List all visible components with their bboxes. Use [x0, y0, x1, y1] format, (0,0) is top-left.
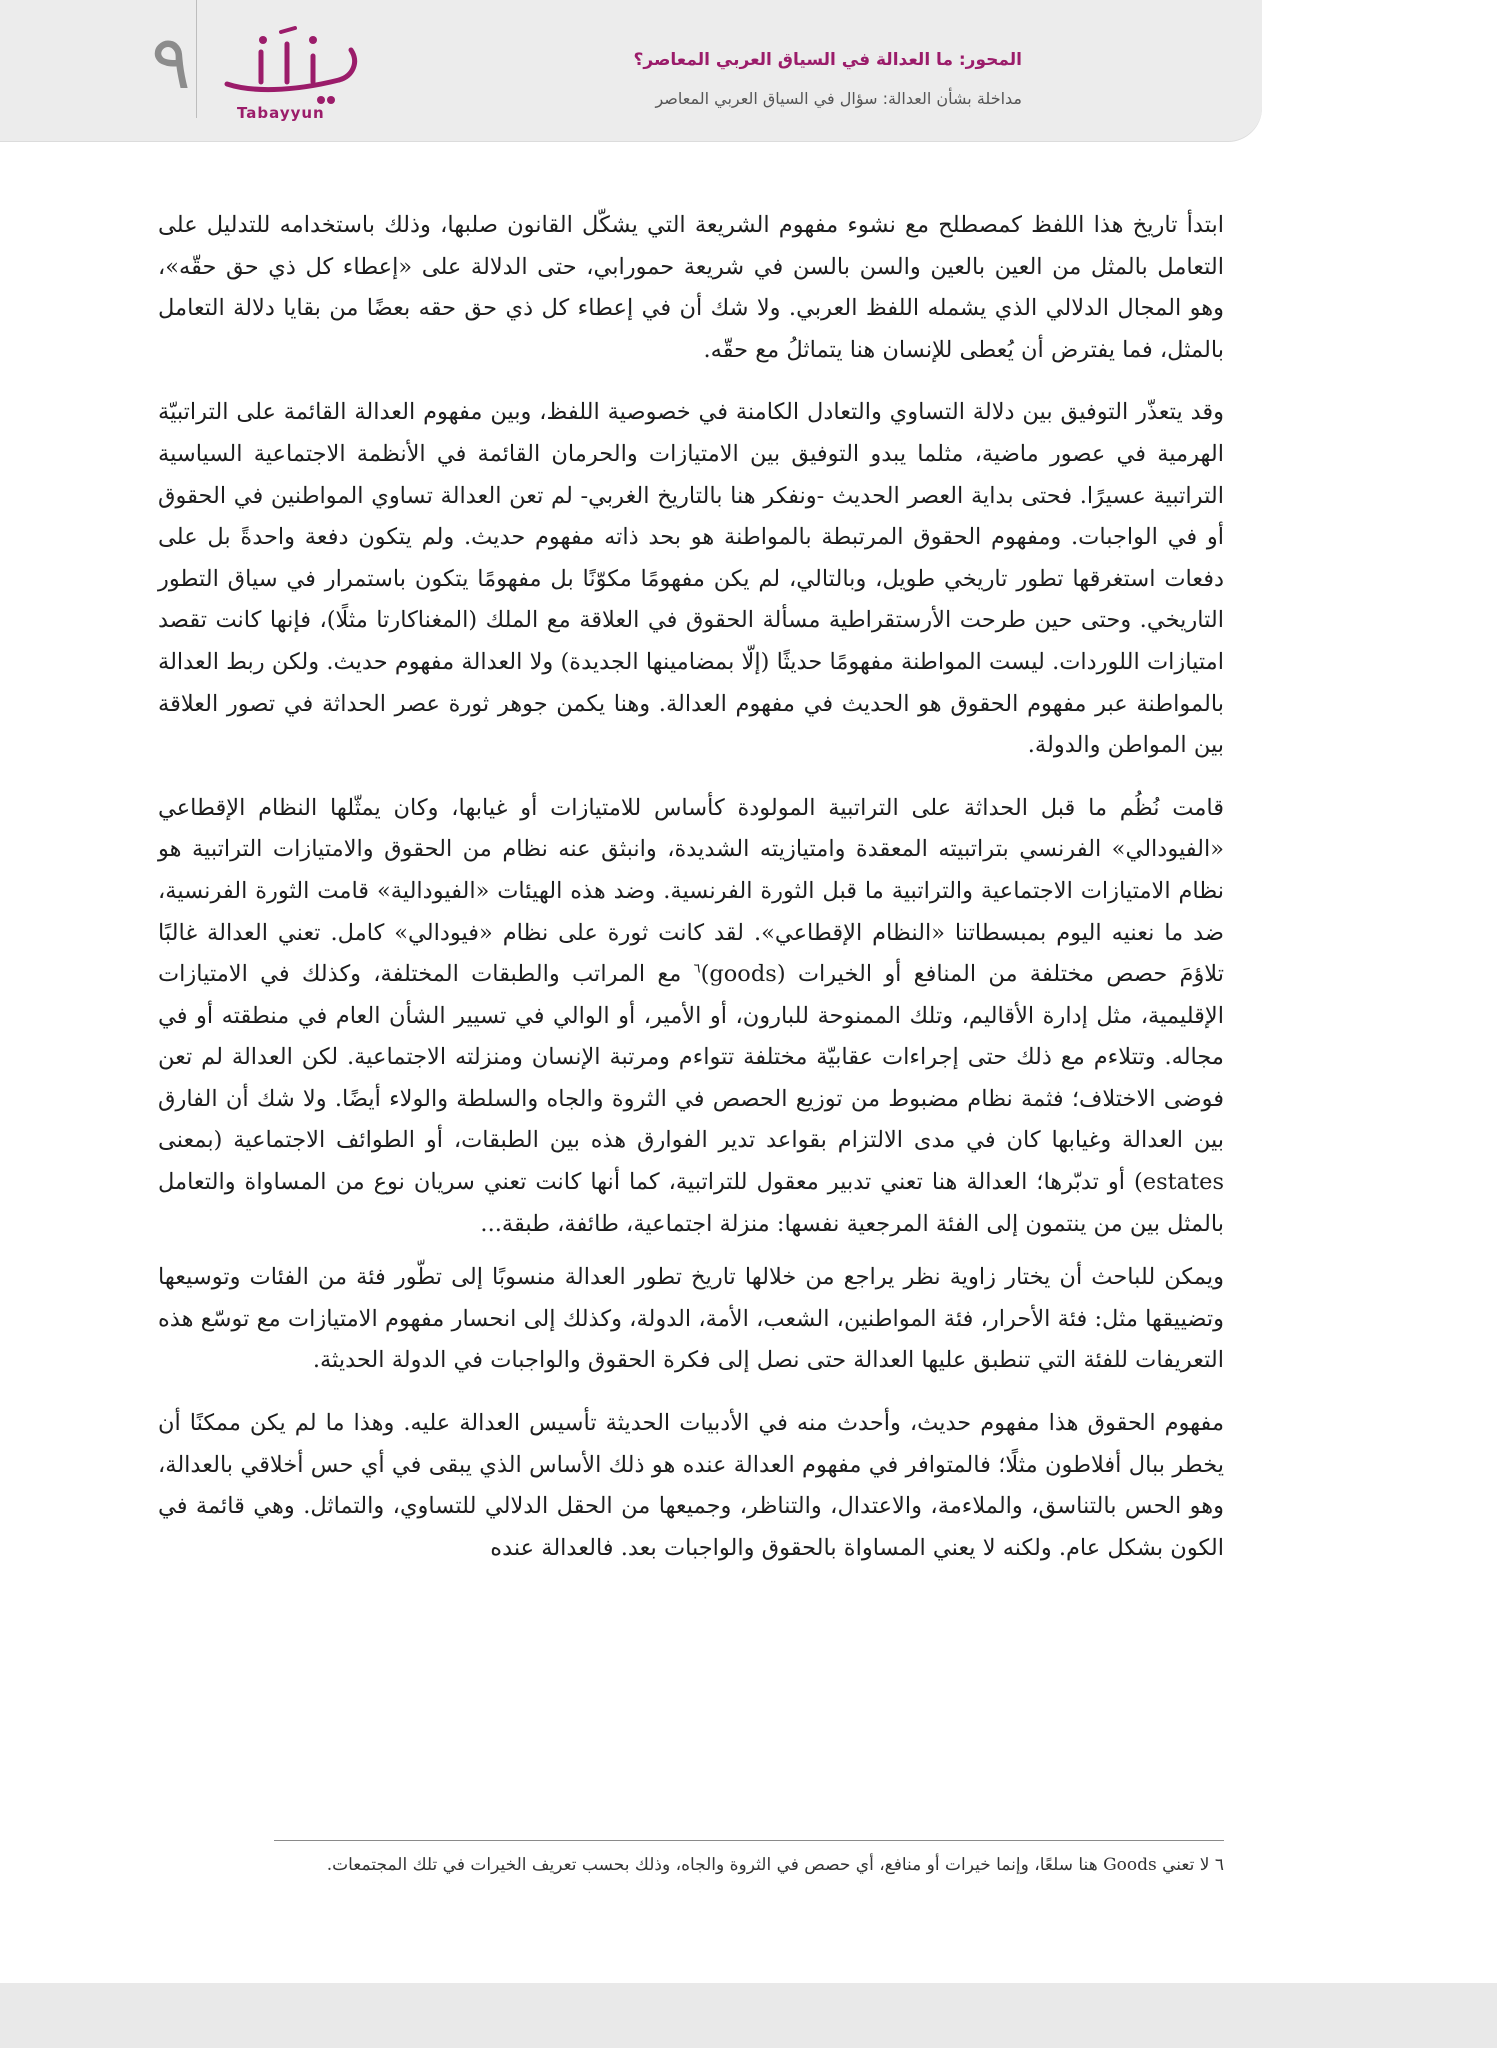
footnote: ٦ لا تعني Goods هنا سلعًا، وإنما خيرات أو منافع، أي حصص في الثروة والجاه، وذلك بحسب تعريف الخيرات في تلك المجتمعات. — [326, 1855, 1224, 1875]
axis-title: المحور: ما العدالة في السياق العربي المعاصر؟ — [633, 50, 1022, 70]
paragraph-1: ابتدأ تاريخ هذا اللفظ كمصطلح مع نشوء مفهوم الشريعة التي يشكّل القانون صلبها، وذلك باستخدامه للتدليل على التعامل بالمثل من العين بالعين والسن بالسن في شريعة حمورابي، حتى الدلالة على «إعطاء كل ذي حق حقّه»، وهو المجال الدلالي الذي يشمله اللفظ العربي. ولا شك أن في إعطاء كل ذي حق حقه بعضًا من بقايا دلالة التعامل بالمثل، فما يفترض أن يُعطى للإنسان هنا يتماثلُ مع حقّه. — [158, 212, 1224, 363]
paragraph-4: ويمكن للباحث أن يختار زاوية نظر يراجع من خلالها تاريخ تطور العدالة منسوبًا إلى تطّور فئة من الفئات وتوسيعها وتضييقها مثل: فئة الأحرار، فئة المواطنين، الشعب، الأمة، الدولة، وكذلك إلى انحسار مفهوم الامتيازات مع توسّع هذه التعريفات للفئة التي تنطبق عليها العدالة حتى نصل إلى فكرة الحقوق والواجبات في الدولة الحديثة. — [158, 1264, 1224, 1374]
paragraph-3 — [158, 788, 1224, 1246]
footnote-divider — [274, 1840, 1224, 1841]
page-footer-band — [0, 1983, 1497, 2048]
paragraph-3-part-2: مع المراتب والطبقات المختلفة، وكذلك في الامتيازات الإقليمية، مثل إدارة الأقاليم، وتلك الممنوحة للبارون، أو الأمير، أو الوالي في تسيير الشأن العام في منطقته أو في مجاله. وتتلاءم مع ذلك حتى إجراءات عقابيّة مختلفة تتواءم ومرتبة الإنسان ومنزلته الاجتماعية. لكن العدالة لم تعن فوضى الاختلاف؛ فثمة نظام مضبوط من توزيع الحصص في الثروة والجاه والسلطة والولاء أيضًا. ولا شك أن الفارق بين العدالة وغيابها كان في مدى الالتزام بقواعد تدير الفوارق هذه بين الطبقات، أو الطوائف الاجتماعية (بمعنى estates) أو تدبّرها؛ العدالة هنا تعني تدبير معقول للتراتبية، كما أنها كانت تعني سريان نوع من المساواة والتعامل بالمثل بين من ينتمون إلى الفئة المرجعية نفسها: منزلة اجتماعية، طائفة، طبقة... — [158, 961, 1224, 1237]
article-body — [158, 205, 1224, 1590]
page-header — [0, 0, 1262, 141]
paragraph-5: مفهوم الحقوق هذا مفهوم حديث، وأحدث منه في الأدبيات الحديثة تأسيس العدالة عليه. وهذا ما لم يكن ممكنًا أن يخطر ببال أفلاطون مثلًا؛ فالمتوافر في مفهوم العدالة عنده هو ذلك الأساس الذي يبقى في أي حس أخلاقي بالعدالة، وهو الحس بالتناسق، والملاءمة، والاعتدال، والتناظر، وجميعها من الحقل الدلالي للتساوي، والتماثل. وهي قائمة في الكون بشكل عام. ولكنه لا يعني المساواة بالحقوق والواجبات بعد. فالعدالة عنده — [158, 1410, 1224, 1561]
logo-latin-text: Tabayyun — [237, 104, 325, 122]
article-subtitle: مداخلة بشأن العدالة: سؤال في السياق العربي المعاصر — [655, 89, 1022, 108]
header-titles — [634, 46, 1022, 112]
header-divider — [196, 0, 197, 118]
paragraph-2: وقد يتعذّر التوفيق بين دلالة التساوي والتعادل الكامنة في خصوصية اللفظ، وبين مفهوم العدالة القائمة على التراتبيّة الهرمية في عصور ماضية، مثلما يبدو التوفيق بين الامتيازات والحرمان القائمة في الأنظمة الاجتماعية السياسية التراتبية عسيرًا. فحتى بداية العصر الحديث -ونفكر هنا بالتاريخ الغربي- لم تعن العدالة تساوي المواطنين في الحقوق أو في الواجبات. ومفهوم الحقوق المرتبطة بالمواطنة هو بحد ذاته مفهوم حديث. ولم يتكون دفعة واحدةً بل على دفعات استغرقها تطور تاريخي طويل، وبالتالي، لم يكن مفهومًا مكوّنًا بل مفهومًا يتكون باستمرار في سياق التطور التاريخي. وحتى حين طرحت الأرستقراطية مسألة الحقوق في العلاقة مع الملك (المغناكارتا مثلًا)، فإنها كانت تقصد امتيازات اللوردات. ليست المواطنة مفهومًا حديثًا (إلّا بمضامينها الجديدة) ولا العدالة مفهوم حديث. ولكن ربط العدالة بالمواطنة عبر مفهوم الحقوق هو الحديث في مفهوم العدالة. وهنا يكمن جوهر ثورة عصر الحداثة في تصور العلاقة بين المواطن والدولة. — [158, 399, 1224, 759]
paragraph-3-part-1: قامت نُظُم ما قبل الحداثة على التراتبية المولودة كأساس للامتيازات أو غيابها، وكان يمثّلها النظام الإقطاعي «الفيودالي» الفرنسي بتراتبيته المعقدة وامتيازيته الشديدة، وانبثق عنه نظام من الحقوق والامتيازات التراتبية هو نظام الامتيازات الاجتماعية والتراتبية ما قبل الثورة الفرنسية. وضد هذه الهيئات «الفيودالية» قامت الثورة الفرنسية، ضد ما نعنيه اليوم بمبسطاتنا «النظام الإقطاعي». لقد كانت ثورة على نظام «فيودالي» كامل. تعني العدالة غالبًا تلاؤمَ حصص مختلفة من المنافع أو الخيرات (goods) — [158, 794, 1224, 988]
tabayyun-logo-mark-icon — [221, 22, 371, 112]
footnote-marker[interactable]: ٦ — [693, 961, 701, 977]
tabayyun-logo — [215, 20, 375, 130]
page-number: ٩ — [151, 20, 191, 106]
